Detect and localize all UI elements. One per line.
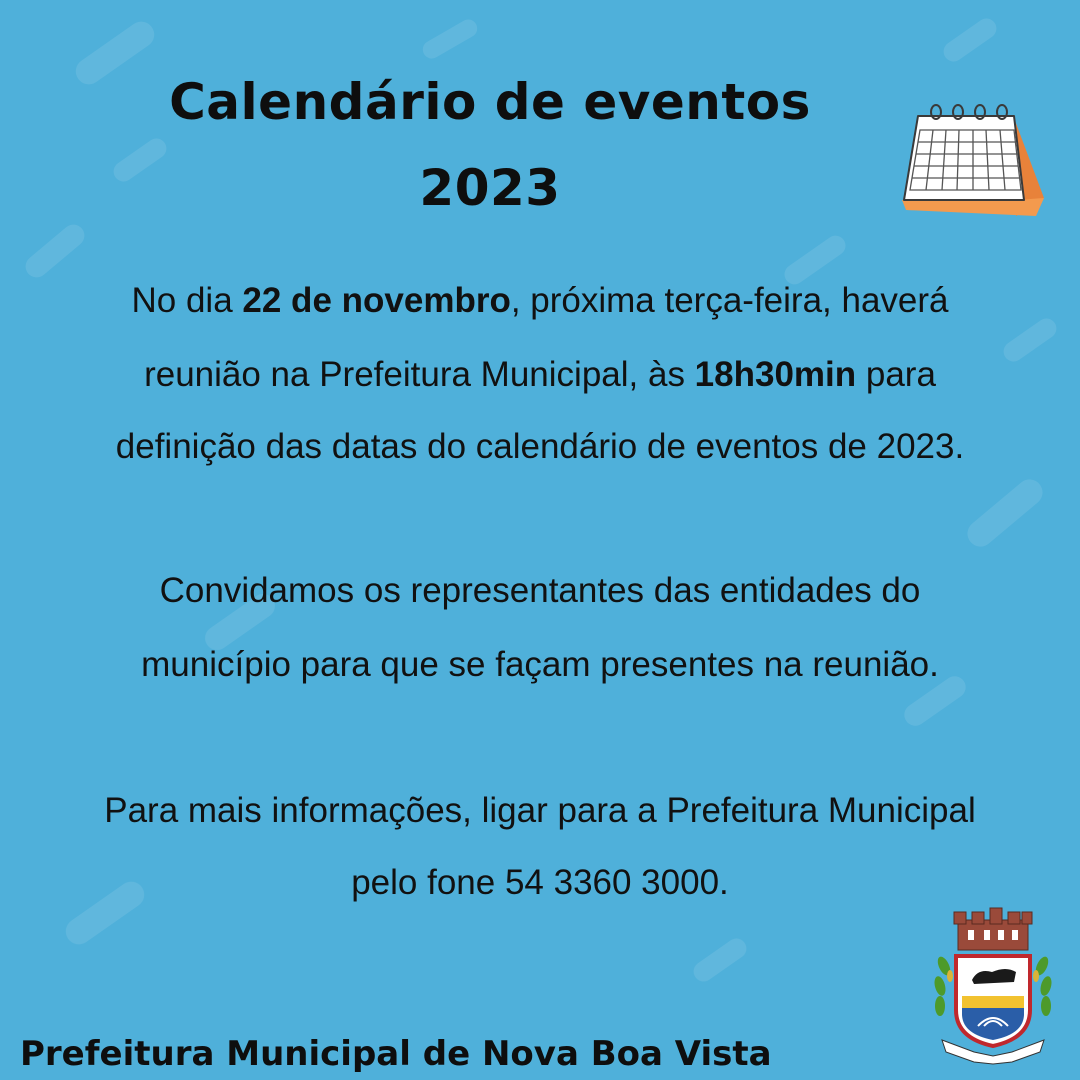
announcement-line-2 bbox=[0, 356, 1080, 394]
text-segment: para bbox=[856, 355, 936, 394]
announcement-line-1 bbox=[0, 282, 1080, 320]
contact-line-1: Para mais informações, ligar para a Prefeitura Municipal bbox=[104, 791, 976, 830]
text-segment: reunião na Prefeitura Municipal, às bbox=[144, 355, 695, 394]
text-segment: , próxima terça-feira, haverá bbox=[510, 281, 949, 320]
organization-name: Prefeitura Municipal de Nova Boa Vista bbox=[20, 1034, 772, 1074]
calendar-icon bbox=[896, 96, 1046, 226]
page-title: Calendário de eventos bbox=[169, 73, 811, 131]
coat-of-arms-icon bbox=[926, 906, 1060, 1066]
event-time: 18h30min bbox=[694, 355, 857, 394]
contact-line-2: pelo fone 54 3360 3000. bbox=[351, 863, 729, 902]
invitation-line-2: município para que se façam presentes na reunião. bbox=[141, 645, 939, 684]
text-segment: No dia bbox=[131, 281, 243, 320]
announcement-line-3: definição das datas do calendário de eventos de 2023. bbox=[115, 427, 965, 466]
invitation-line-1: Convidamos os representantes das entidades do bbox=[159, 571, 921, 610]
event-date: 22 de novembro bbox=[242, 281, 511, 320]
page-title-year: 2023 bbox=[419, 159, 561, 217]
